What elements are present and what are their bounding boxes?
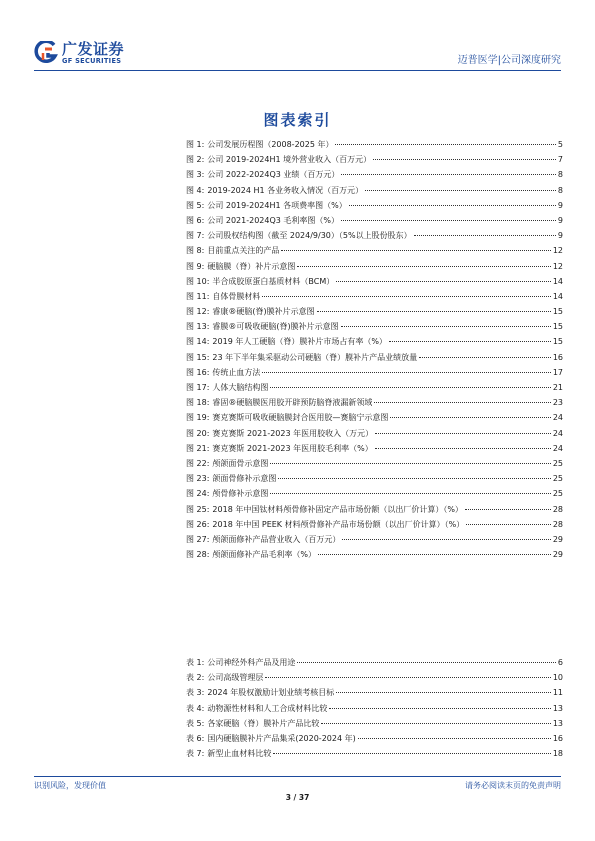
figure-index-entry-page-number: 15: [552, 307, 563, 317]
figure-index-entry[interactable]: [186, 395, 563, 410]
figure-index-entry[interactable]: [186, 274, 563, 289]
leader-dots: [465, 509, 551, 510]
table-index-entry-label: 表 1:: [186, 658, 205, 667]
figure-index-entry-title: 颅骨修补示意图: [212, 489, 269, 499]
figure-index-entry-label: 图 13:: [186, 322, 210, 332]
figure-index-entry-page-number: 24: [552, 413, 563, 423]
figure-index-entry-title: 睿康®硬脑(脊)膜补片示意图: [212, 307, 315, 317]
figure-index-entry-label: 图 20:: [186, 428, 210, 438]
figure-index-entry-title: 公司股权结构图（截至 2024/9/30）（5%以上股份股东）: [207, 231, 412, 241]
page-title: 图表索引: [263, 111, 332, 129]
figure-index-entry-label: 图 2:: [186, 155, 205, 165]
figure-index-entry[interactable]: [186, 471, 563, 486]
figure-index-entry-page-number: 29: [552, 550, 563, 560]
figure-index-entry-label: 图 28:: [186, 550, 210, 560]
leader-dots: [375, 433, 551, 434]
table-index-entry-page-number: 10: [552, 673, 563, 683]
figure-index-entry-title: 公司 2022-2024Q3 业绩（百万元）: [207, 170, 340, 180]
leader-dots: [278, 478, 550, 479]
figure-index-entry-title: 2018 年中国钛材料颅骨修补固定产品市场份额（以出厂价计算）（%）: [212, 504, 463, 514]
figure-index-entry[interactable]: [186, 547, 563, 562]
figure-index-entry-label: 图 8:: [186, 246, 205, 256]
figure-index-entry-title: 赛克赛斯 2021-2023 年医用胶收入（万元）: [212, 428, 374, 438]
figure-index-entry[interactable]: [186, 152, 563, 167]
figure-index-entry-page-number: 8: [557, 170, 563, 180]
figure-index-entry-label: 图 14:: [186, 337, 210, 347]
table-index-entry-page-number: 13: [552, 703, 563, 713]
gf-logo-icon: [34, 41, 58, 65]
figure-index-entry[interactable]: [186, 228, 563, 243]
figure-index-entry-title: 赛克赛斯 2021-2023 年医用胶毛利率（%）: [212, 443, 373, 453]
table-index-entry-title: 各家硬脑（脊）膜补片产品比较: [207, 718, 320, 728]
figure-index-entry-page-number: 12: [552, 261, 563, 271]
figure-index-entry-label: 图 22:: [186, 458, 210, 468]
figure-index-entry-title: 自体骨膜材料: [212, 291, 261, 301]
figure-index-entry[interactable]: [186, 183, 563, 198]
figure-index-entry-title: 颌面骨修补示意图: [212, 474, 277, 484]
figure-index-entry[interactable]: [186, 350, 563, 365]
table-index-entry-page-number: 18: [552, 749, 563, 759]
figure-index-entry-page-number: 9: [557, 231, 563, 241]
figure-index-entry-page-number: 12: [552, 246, 563, 256]
figure-index-entry-page-number: 24: [552, 443, 563, 453]
figure-index-entry[interactable]: [186, 289, 563, 304]
figure-index-entry-page-number: 21: [552, 383, 563, 392]
leader-dots: [390, 417, 550, 418]
table-index-entry[interactable]: [186, 731, 563, 746]
leader-dots: [336, 281, 551, 282]
leader-dots: [270, 463, 550, 464]
figure-index-entry-label: 图 26:: [186, 519, 210, 529]
table-index-entry[interactable]: [186, 746, 563, 761]
figure-index-entry[interactable]: [186, 426, 563, 441]
figure-index-entry[interactable]: [186, 198, 563, 213]
figure-index-entry[interactable]: [186, 380, 563, 395]
leader-dots: [317, 311, 551, 312]
leader-dots: [273, 753, 550, 754]
leader-dots: [419, 357, 551, 358]
leader-dots: [335, 144, 555, 145]
figure-index-entry-label: 图 18:: [186, 398, 210, 408]
figure-index-entry-label: 图 16:: [186, 367, 210, 377]
leader-dots: [281, 250, 550, 251]
logo-chinese-text: 广发证券: [62, 40, 125, 58]
figure-index-entry-title: 颅颌面修补产品毛利率（%）: [212, 550, 317, 560]
leader-dots: [265, 677, 550, 678]
figure-index-entry-title: 人体大脑结构图: [212, 383, 269, 392]
figure-index-entry-title: 目前重点关注的产品: [207, 246, 280, 256]
leader-dots: [336, 692, 551, 693]
leader-dots: [375, 448, 551, 449]
figure-index-entry-label: 图 17:: [186, 383, 210, 392]
table-index-entry-title: 公司神经外科产品及用途: [207, 658, 296, 667]
figure-index-entry-label: 图 24:: [186, 489, 210, 499]
footer-disclaimer-link[interactable]: 请务必阅读末页的免责声明: [465, 781, 561, 790]
gf-securities-logo: [34, 38, 154, 66]
figure-index-entry-title: 睿固®硬脑膜医用胶开辟预防脑脊液漏新领域: [212, 398, 373, 408]
figure-index-entry-label: 图 1:: [186, 140, 205, 149]
page-number: 3 / 37: [285, 793, 310, 802]
table-index-entry[interactable]: [186, 670, 563, 685]
figure-index-entry-title: 公司 2019-2024H1 各项费率图（%）: [207, 200, 347, 210]
figure-index-entry-title: 赛克赛斯可吸收硬脑膜封合医用胶—赛脑宁示意图: [212, 413, 389, 423]
footer-slogan: 识别风险，发现价值: [34, 781, 106, 790]
figure-index-entry-page-number: 28: [552, 504, 563, 514]
leader-dots: [297, 266, 550, 267]
figure-index-entry[interactable]: [186, 319, 563, 334]
figure-index-entry[interactable]: [186, 213, 563, 228]
table-index-entry[interactable]: [186, 701, 563, 716]
figure-index-entry[interactable]: [186, 365, 563, 380]
figure-index-entry-page-number: 9: [557, 215, 563, 225]
figure-index-entry-page-number: 8: [557, 185, 563, 195]
figure-index-entry-title: 颅颌面修补产品营业收入（百万元）: [212, 534, 341, 544]
figure-index-entry-page-number: 15: [552, 322, 563, 332]
figure-index-entry-label: 图 15:: [186, 352, 210, 362]
leader-dots: [358, 738, 551, 739]
figure-index-entry-title: 公司 2021-2024Q3 毛利率图（%）: [207, 215, 340, 225]
figure-index-entry-page-number: 14: [552, 291, 563, 301]
table-index-list: [186, 655, 563, 761]
table-index-entry-label: 表 4:: [186, 703, 205, 713]
logo-english-text: GF SECURITIES: [62, 57, 122, 65]
figure-index-entry[interactable]: [186, 502, 563, 517]
figure-index-entry-page-number: 29: [552, 534, 563, 544]
figure-index-entry-title: 传统止血方法: [212, 367, 261, 377]
figure-index-entry-page-number: 24: [552, 428, 563, 438]
leader-dots: [262, 296, 550, 297]
leader-dots: [341, 174, 556, 175]
leader-dots: [341, 220, 556, 221]
figure-index-entry-label: 图 12:: [186, 307, 210, 317]
figure-index-entry-page-number: 28: [552, 519, 563, 529]
figure-index-entry[interactable]: [186, 532, 563, 547]
figure-index-entry-title: 睿膜®可吸收硬脑(脊)膜补片示意图: [212, 322, 339, 332]
leader-dots: [270, 387, 550, 388]
leader-dots: [349, 205, 556, 206]
table-index-entry[interactable]: [186, 716, 563, 731]
leader-dots: [414, 235, 556, 236]
figure-index-entry-page-number: 25: [552, 474, 563, 484]
figure-index-entry[interactable]: [186, 486, 563, 501]
figure-index-entry[interactable]: [186, 334, 563, 349]
figure-index-entry[interactable]: [186, 243, 563, 258]
figure-index-entry-title: 半合成胶原蛋白基质材料（BCM）: [212, 276, 335, 286]
figure-index-entry-page-number: 25: [552, 458, 563, 468]
figure-index-entry-page-number: 5: [557, 140, 563, 149]
figure-index-entry-page-number: 9: [557, 200, 563, 210]
figure-index-entry-page-number: 25: [552, 489, 563, 499]
figure-index-entry[interactable]: [186, 410, 563, 425]
leader-dots: [262, 372, 550, 373]
leader-dots: [341, 326, 551, 327]
leader-dots: [389, 341, 551, 342]
table-index-entry-title: 动物源性材料和人工合成材料比较: [207, 703, 328, 713]
leader-dots: [270, 493, 550, 494]
figure-index-entry[interactable]: [186, 137, 563, 152]
footer-divider: [34, 776, 561, 777]
table-index-entry-label: 表 6:: [186, 733, 205, 743]
figure-index-entry[interactable]: [186, 456, 563, 471]
figure-index-entry-page-number: 15: [552, 337, 563, 347]
figure-index-entry-title: 2019 年人工硬脑（脊）膜补片市场占有率（%）: [212, 337, 387, 347]
figure-index-entry[interactable]: [186, 517, 563, 532]
table-index-entry-label: 表 7:: [186, 749, 205, 759]
report-type: 迈普医学|公司深度研究: [457, 55, 561, 66]
figure-index-entry-title: 2018 年中国 PEEK 材料颅骨修补产品市场份额（以出厂价计算）（%）: [212, 519, 465, 529]
table-index-entry-title: 公司高级管理层: [207, 673, 264, 683]
figure-index-entry-label: 图 11:: [186, 291, 210, 301]
figure-index-entry-label: 图 27:: [186, 534, 210, 544]
leader-dots: [321, 723, 550, 724]
figure-index-entry-page-number: 17: [552, 367, 563, 377]
figure-index-entry-page-number: 7: [557, 155, 563, 165]
figure-index-entry-title: 2019-2024 H1 各业务收入情况（百万元）: [207, 185, 364, 195]
leader-dots: [374, 402, 550, 403]
figure-index-entry-page-number: 14: [552, 276, 563, 286]
leader-dots: [466, 524, 551, 525]
table-index-entry-label: 表 2:: [186, 673, 205, 683]
figure-index-entry[interactable]: [186, 441, 563, 456]
table-index-entry-page-number: 11: [552, 688, 563, 698]
figure-index-entry-title: 23 年下半年集采驱动公司硬脑（脊）膜补片产品业绩放量: [212, 352, 418, 362]
figure-index-entry-label: 图 5:: [186, 200, 205, 210]
figure-index-entry[interactable]: [186, 167, 563, 182]
figure-index-entry-label: 图 10:: [186, 276, 210, 286]
leader-dots: [342, 539, 550, 540]
leader-dots: [373, 159, 556, 160]
table-index-entry-title: 国内硬脑膜补片产品集采(2020-2024 年): [207, 733, 356, 743]
figure-index-entry-label: 图 23:: [186, 474, 210, 484]
figure-index-entry[interactable]: [186, 259, 563, 274]
header-divider: [34, 70, 561, 71]
figure-index-entry-label: 图 6:: [186, 215, 205, 225]
leader-dots: [329, 708, 550, 709]
figure-index-entry-page-number: 23: [552, 398, 563, 408]
figure-index-entry-label: 图 7:: [186, 231, 205, 241]
table-index-entry-title: 新型止血材料比较: [207, 749, 272, 759]
table-index-entry-page-number: 6: [557, 658, 563, 667]
figure-index-entry-label: 图 19:: [186, 413, 210, 423]
figure-index-entry-label: 图 4:: [186, 185, 205, 195]
table-index-entry[interactable]: [186, 655, 563, 670]
figure-index-entry-label: 图 3:: [186, 170, 205, 180]
figure-index-entry-label: 图 25:: [186, 504, 210, 514]
leader-dots: [365, 190, 556, 191]
figure-index-entry-page-number: 16: [552, 352, 563, 362]
table-index-entry-title: 2024 年股权激励计划业绩考核目标: [207, 688, 335, 698]
table-index-entry[interactable]: [186, 685, 563, 700]
figure-index-entry-title: 公司 2019-2024H1 境外营业收入（百万元）: [207, 155, 372, 165]
leader-dots: [318, 554, 551, 555]
figure-index-list: [186, 137, 563, 562]
figure-index-entry-title: 颅颌面骨示意图: [212, 458, 269, 468]
figure-index-entry-label: 图 21:: [186, 443, 210, 453]
figure-index-entry[interactable]: [186, 304, 563, 319]
figure-index-entry-title: 硬脑膜（脊）补片示意图: [207, 261, 296, 271]
figure-index-entry-label: 图 9:: [186, 261, 205, 271]
figure-index-entry-title: 公司发展历程图（2008-2025 年）: [207, 140, 334, 149]
table-index-entry-page-number: 16: [552, 733, 563, 743]
leader-dots: [297, 662, 556, 663]
table-index-entry-page-number: 13: [552, 718, 563, 728]
page-header: [34, 38, 561, 68]
table-index-entry-label: 表 3:: [186, 688, 205, 698]
table-index-entry-label: 表 5:: [186, 718, 205, 728]
